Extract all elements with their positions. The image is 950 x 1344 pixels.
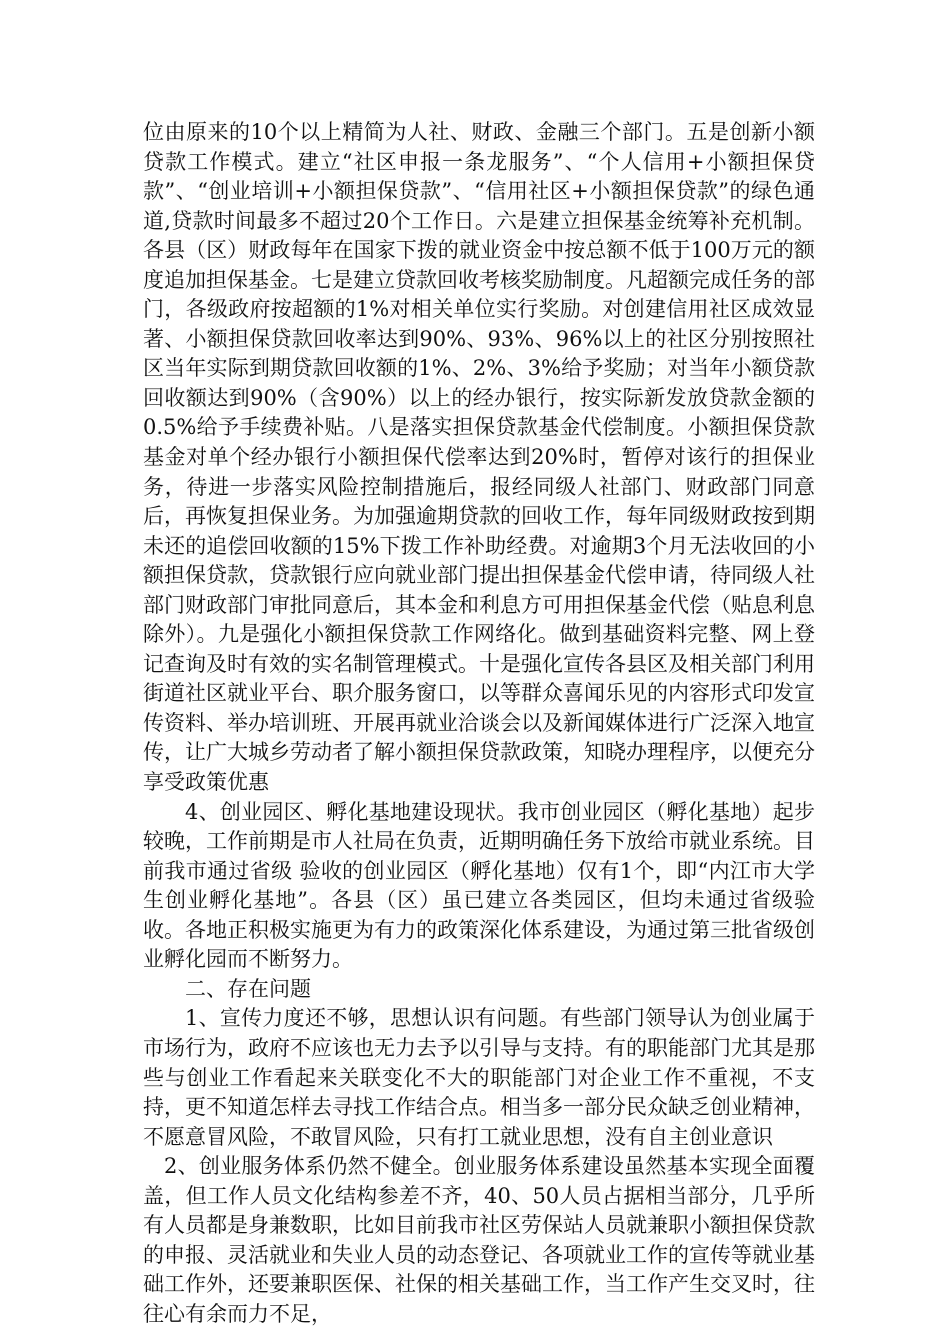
paragraph-policy-measures: 位由原来的10个以上精简为人社、财政、金融三个部门。五是创新小额贷款工作模式。建立“社区申报一条龙服务”、“个人信用+小额担保贷款”、“创业培训+小额担保贷款”、“信用社区+小额担保贷款”的绿色通道,贷款时间最多不超过20个工作日。六是建立担保基金统筹补充机制。各县（区）财政每年在国家下拨的就业资金中按总额不低于100万元的额度追加担保基金。七是建立贷款回收考核奖励制度。凡超额完成任务的部门，各级政府按超额的1%对相关单位实行奖励。对创建信用社区成效显著、小额担保贷款回收率达到90%、93%、96%以上的社区分别按照社区当年实际到期贷款回收额的1%、2%、3%给予奖励；对当年小额贷款回收额达到90%（含90%）以上的经办银行，按实际新发放贷款金额的0.5%给予手续费补贴。八是落实担保贷款基金代偿制度。小额担保贷款基金对单个经办银行小额担保代偿率达到20%时，暂停对该行的担保业务，待进一步落实风险控制措施后，报经同级人社部门、财政部门同意后，再恢复担保业务。为加强逾期贷款的回收工作，每年同级财政按到期未还的追偿回收额的15%下拨工作补助经费。对逾期3个月无法收回的小额担保贷款，贷款银行应向就业部门提出担保基金代偿申请，待同级人社部门财政部门审批同意后，其本金和利息方可用担保基金代偿（贴息利息除外）。九是强化小额担保贷款工作网络化。做到基础资料完整、网上登记查询及时有效的实名制管理模式。十是强化宣传各县区及相关部门利用街道社区就业平台、职介服务窗口，以等群众喜闻乐见的内容形式印发宣传资料、举办培训班、开展再就业洽谈会以及新闻媒体进行广泛深入地宣传，让广大城乡劳动者了解小额担保贷款政策，知晓办理程序，以便充分享受政策优惠 (143, 120, 815, 795)
paragraph-problem-publicity: 1、宣传力度还不够，思想认识有问题。有些部门领导认为创业属于市场行为，政府不应该也无力去予以引导与支持。有的职能部门尤其是那些与创业工作看起来关联变化不大的职能部门对企业工作不重视，不支持，更不知道怎样去寻找工作结合点。相当多一部分民众缺乏创业精神，不愿意冒风险，不敢冒风险，只有打工就业思想，没有自主创业意识 (143, 1006, 815, 1149)
document-body (143, 118, 815, 1329)
paragraph-incubation-base-status: 4、创业园区、孵化基地建设现状。我市创业园区（孵化基地）起步较晚，工作前期是市人社局在负责，近期明确任务下放给市就业系统。目前我市通过省级 验收的创业园区（孵化基地）仅有1个，即“内江市大学生创业孵化基地”。各县（区）虽已建立各类园区，但均未通过省级验收。各地正积极实施更为有力的政策深化体系建设，为通过第三批省级创业孵化园而不断努力。 (143, 799, 815, 972)
section-heading-existing-problems: 二、存在问题 (185, 976, 311, 1001)
paragraph-problem-service-system: 2、创业服务体系仍然不健全。创业服务体系建设虽然基本实现全面覆盖，但工作人员文化结构参差不齐，40、50人员占据相当部分，几乎所有人员都是身兼数职，比如目前我市社区劳保站人员就兼职小额担保贷款的申报、灵活就业和失业人员的动态登记、各项就业工作的宣传等就业基础工作外，还要兼职医保、社保的相关基础工作，当工作产生交叉时，往往心有余而力不足， (143, 1154, 815, 1326)
